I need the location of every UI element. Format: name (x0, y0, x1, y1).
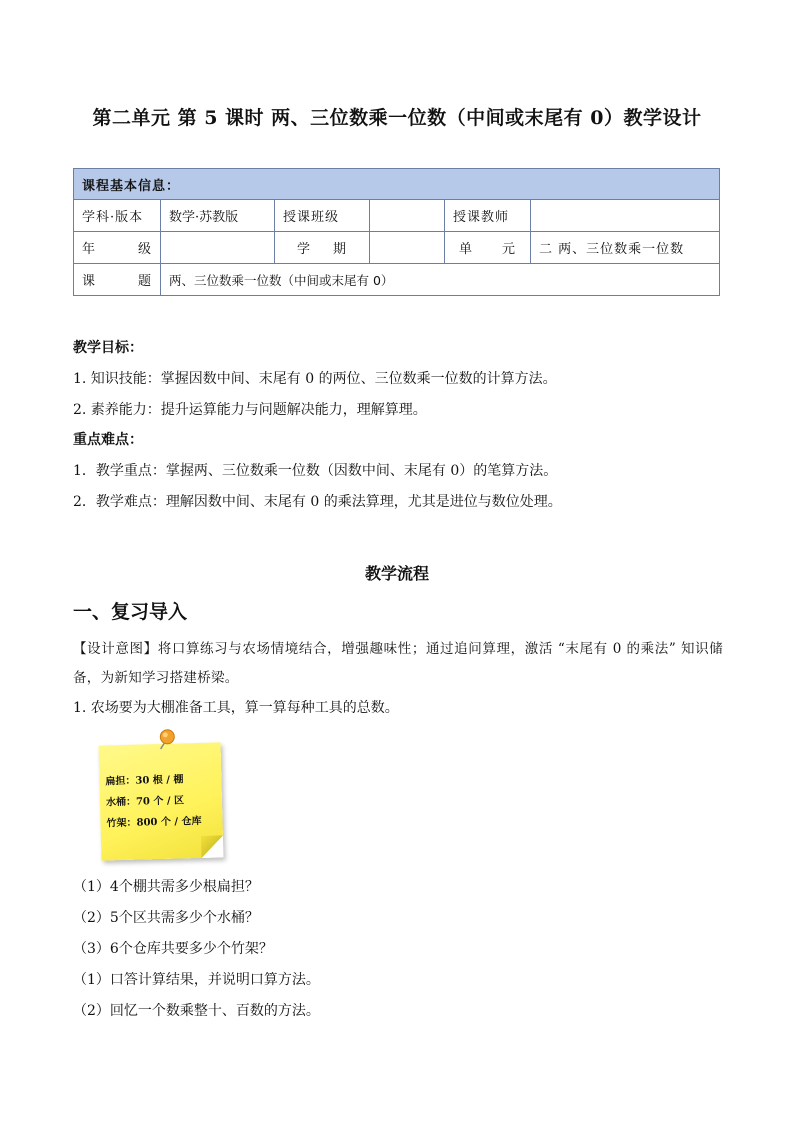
subject-label: 学科·版本 (74, 200, 161, 232)
question-item: （3）6个仓库共要多少个竹架？ (73, 941, 273, 957)
question-item: （2）回忆一个数乘整十、百数的方法。 (73, 1003, 320, 1019)
teacher-label: 授课教师 (445, 200, 531, 232)
note-item: 竹架：800 个 / 仓库 (106, 815, 202, 830)
sticky-note (99, 742, 224, 860)
unit-label: 单 元 (445, 232, 531, 264)
key-point-item: 2．教学难点：理解因数中间、末尾有 0 的乘法算理，尤其是进位与数位处理。 (73, 494, 562, 510)
class-label: 授课班级 (275, 200, 370, 232)
task-line: 1. 农场要为大棚准备工具，算一算每种工具的总数。 (73, 700, 399, 716)
topic-label: 课 题 (74, 264, 161, 296)
question-item: （2）5个区共需多少个水桶？ (73, 910, 259, 926)
note-curl (201, 835, 224, 858)
course-info-header: 课程基本信息： (74, 169, 720, 200)
question-item: （1）4个棚共需多少根扁担？ (73, 879, 259, 895)
design-intent: 【设计意图】将口算练习与农场情境结合，增强趣味性；通过追问算理，激活 “末尾有 0 的乘法” 知识储备，为新知学习搭建桥梁。 (73, 641, 723, 686)
question-item: （1）口答计算结果，并说明口算方法。 (73, 972, 320, 988)
grade-value (161, 232, 275, 264)
key-points-heading: 重点难点： (73, 432, 143, 448)
subject-value: 数学·苏教版 (161, 200, 275, 232)
topic-value: 两、三位数乘一位数（中间或末尾有 0） (161, 264, 720, 296)
pushpin-icon (156, 728, 179, 751)
key-points-section (73, 425, 733, 518)
objectives-heading: 教学目标： (73, 340, 143, 356)
page-title: 第二单元 第 5 课时 两、三位数乘一位数（中间或末尾有 0）教学设计 (92, 107, 702, 129)
objectives-section (73, 333, 733, 426)
unit-value: 二 两、三位数乘一位数 (531, 232, 720, 264)
key-point-item: 1．教学重点：掌握两、三位数乘一位数（因数中间、末尾有 0）的笔算方法。 (73, 463, 558, 479)
note-item: 扁担：30 根 / 棚 (105, 774, 184, 788)
flow-title: 教学流程 (364, 564, 429, 583)
grade-label: 年 级 (74, 232, 161, 264)
term-value (370, 232, 445, 264)
class-value (370, 200, 445, 232)
teacher-value (531, 200, 720, 232)
course-info-table (73, 168, 720, 296)
term-label: 学 期 (275, 232, 370, 264)
objective-item: 2. 素养能力：提升运算能力与问题解决能力，理解算理。 (73, 402, 427, 418)
section-title: 一、复习导入 (73, 601, 188, 623)
note-item: 水桶：70 个 / 区 (105, 795, 185, 809)
objective-item: 1. 知识技能：掌握因数中间、末尾有 0 的两位、三位数乘一位数的计算方法。 (73, 371, 557, 387)
questions-list (73, 872, 320, 1027)
